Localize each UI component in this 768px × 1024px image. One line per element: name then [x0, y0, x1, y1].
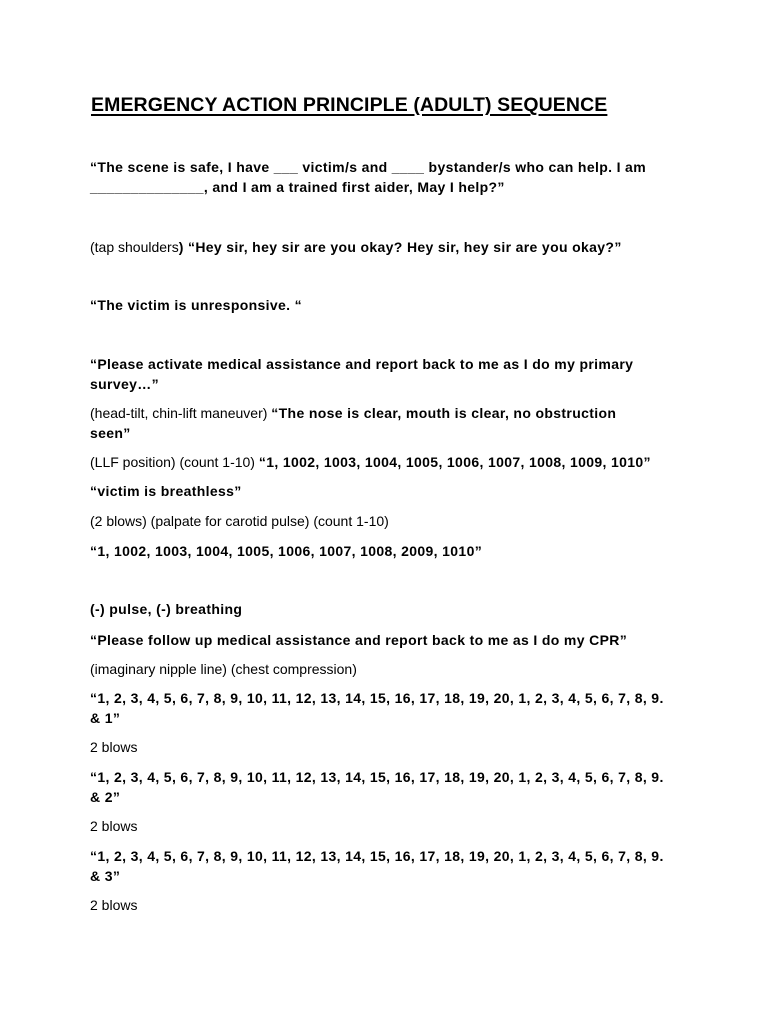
no-pulse-line: (-) pulse, (-) breathing: [90, 601, 243, 617]
cycle-1-line-1: “1, 2, 3, 4, 5, 6, 7, 8, 9, 10, 11, 12, 13, 14, 15, 16, 17, 18, 19, 20, 1, 2, 3, 4, 5, 6, 7, 8, 9.: [90, 690, 664, 706]
intro-line-2: ______________, and I am a trained first aider, May I help?”: [90, 179, 505, 195]
blows-line-2: 2 blows: [90, 818, 138, 834]
tap-shoulders-line: [90, 237, 690, 257]
document-title: EMERGENCY ACTION PRINCIPLE (ADULT) SEQUENCE: [91, 94, 608, 116]
llf-note: (LLF position) (count 1-10): [90, 454, 259, 470]
blows-pulse-note: (2 blows) (palpate for carotid pulse) (count 1-10): [90, 513, 389, 529]
cycle-1-line-2: & 1”: [90, 710, 121, 726]
intro-line-1: “The scene is safe, I have ___ victim/s and ____ bystander/s who can help. I am: [90, 159, 646, 175]
activate-line-2: survey…”: [90, 376, 159, 392]
head-tilt-line-2: seen”: [90, 425, 131, 441]
cycle-2-line-1: “1, 2, 3, 4, 5, 6, 7, 8, 9, 10, 11, 12, 13, 14, 15, 16, 17, 18, 19, 20, 1, 2, 3, 4, 5, 6, 7, 8, 9.: [90, 769, 664, 785]
activate-line-1: “Please activate medical assistance and report back to me as I do my primary: [90, 356, 634, 372]
cycle-3-line-1: “1, 2, 3, 4, 5, 6, 7, 8, 9, 10, 11, 12, 13, 14, 15, 16, 17, 18, 19, 20, 1, 2, 3, 4, 5, 6, 7, 8, 9.: [90, 848, 664, 864]
blows-line-3: 2 blows: [90, 897, 138, 913]
tap-shoulders-paren: ): [178, 239, 184, 255]
blows-line-1: 2 blows: [90, 739, 138, 755]
compression-note: (imaginary nipple line) (chest compression): [90, 661, 357, 677]
llf-count-line: [90, 452, 690, 472]
follow-up-line: “Please follow up medical assistance and report back to me as I do my CPR”: [90, 632, 628, 648]
unresponsive-line: “The victim is unresponsive. “: [90, 297, 303, 313]
head-tilt-line-1: [90, 403, 690, 423]
llf-count-speech: “1, 1002, 1003, 1004, 1005, 1006, 1007, 1008, 1009, 1010”: [258, 454, 651, 470]
cycle-3-line-2: & 3”: [90, 868, 121, 884]
cycle-2-line-2: & 2”: [90, 789, 121, 805]
head-tilt-speech: “The nose is clear, mouth is clear, no obstruction: [271, 405, 617, 421]
tap-shoulders-speech: “Hey sir, hey sir are you okay? Hey sir, hey sir are you okay?”: [183, 239, 622, 255]
breathless-line: “victim is breathless”: [90, 483, 242, 499]
head-tilt-note: (head-tilt, chin-lift maneuver): [90, 405, 272, 421]
pulse-count-line: “1, 1002, 1003, 1004, 1005, 1006, 1007, 1008, 2009, 1010”: [90, 543, 483, 559]
tap-shoulders-note: (tap shoulders: [90, 239, 179, 255]
